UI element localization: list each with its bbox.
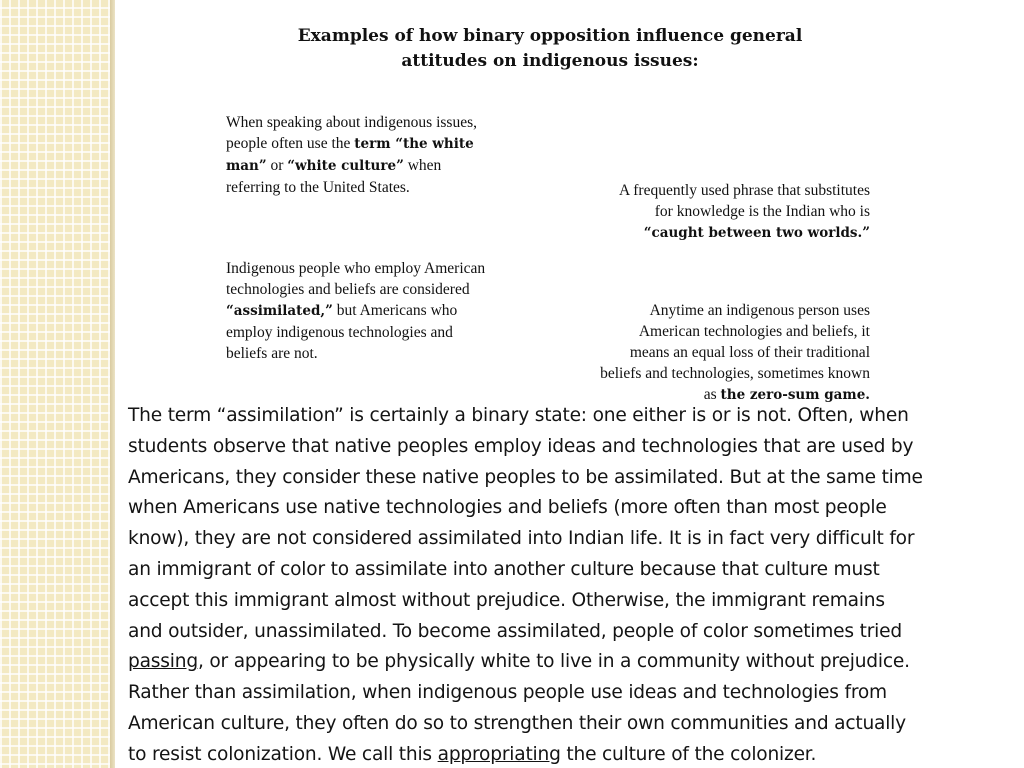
body-line: accept this immigrant almost without prejudice. Otherwise, the immigrant remains <box>128 589 885 611</box>
example-zero-sum-game: Anytime an indigenous person uses American technologies and beliefs, it means an equal loss of their traditional beliefs and technologies, sometimes known as the zero-sum game. <box>600 302 870 403</box>
side-decorative-pattern <box>0 0 110 768</box>
body-line: passing, or appearing to be physically white to live in a community without prejudice. <box>128 651 910 673</box>
body-line: when Americans use native technologies and beliefs (more often than most people <box>128 497 887 519</box>
body-line: and outsider, unassimilated. To become assimilated, people of color sometimes tried <box>128 620 902 642</box>
figure-title: Examples of how binary opposition influence general attitudes on indigenous issues: <box>297 26 803 71</box>
example-white-man: When speaking about indigenous issues, people often use the term “the white man” or “white culture” when referring to the United States. <box>226 114 477 196</box>
example-two-worlds: A frequently used phrase that substitutes for knowledge is the Indian who is “caught between two worlds.” <box>619 182 870 241</box>
appropriating-link[interactable]: appropriating <box>437 743 561 765</box>
example-assimilated: Indigenous people who employ American technologies and beliefs are considered “assimilated,” but Americans who employ indigenous technologies and beliefs are not. <box>226 260 486 362</box>
body-line: know), they are not considered assimilated into Indian life. It is in fact very difficult for <box>128 528 915 550</box>
passing-link[interactable]: passing <box>128 651 198 673</box>
body-line: Americans, they consider these native peoples to be assimilated. But at the same time <box>128 466 923 488</box>
side-divider <box>110 0 115 768</box>
body-line: an immigrant of color to assimilate into another culture because that culture must <box>128 558 880 580</box>
body-line: Rather than assimilation, when indigenous people use ideas and technologies from <box>128 682 887 704</box>
body-line: students observe that native peoples employ ideas and technologies that are used by <box>128 435 914 457</box>
body-paragraph <box>128 401 1020 768</box>
body-line: The term “assimilation” is certainly a binary state: one either is or is not. Often, when <box>128 405 909 426</box>
body-line: to resist colonization. We call this appropriating the culture of the colonizer. <box>128 743 817 765</box>
body-line: American culture, they often do so to strengthen their own communities and actually <box>128 712 906 734</box>
binary-opposition-figure <box>200 10 900 402</box>
